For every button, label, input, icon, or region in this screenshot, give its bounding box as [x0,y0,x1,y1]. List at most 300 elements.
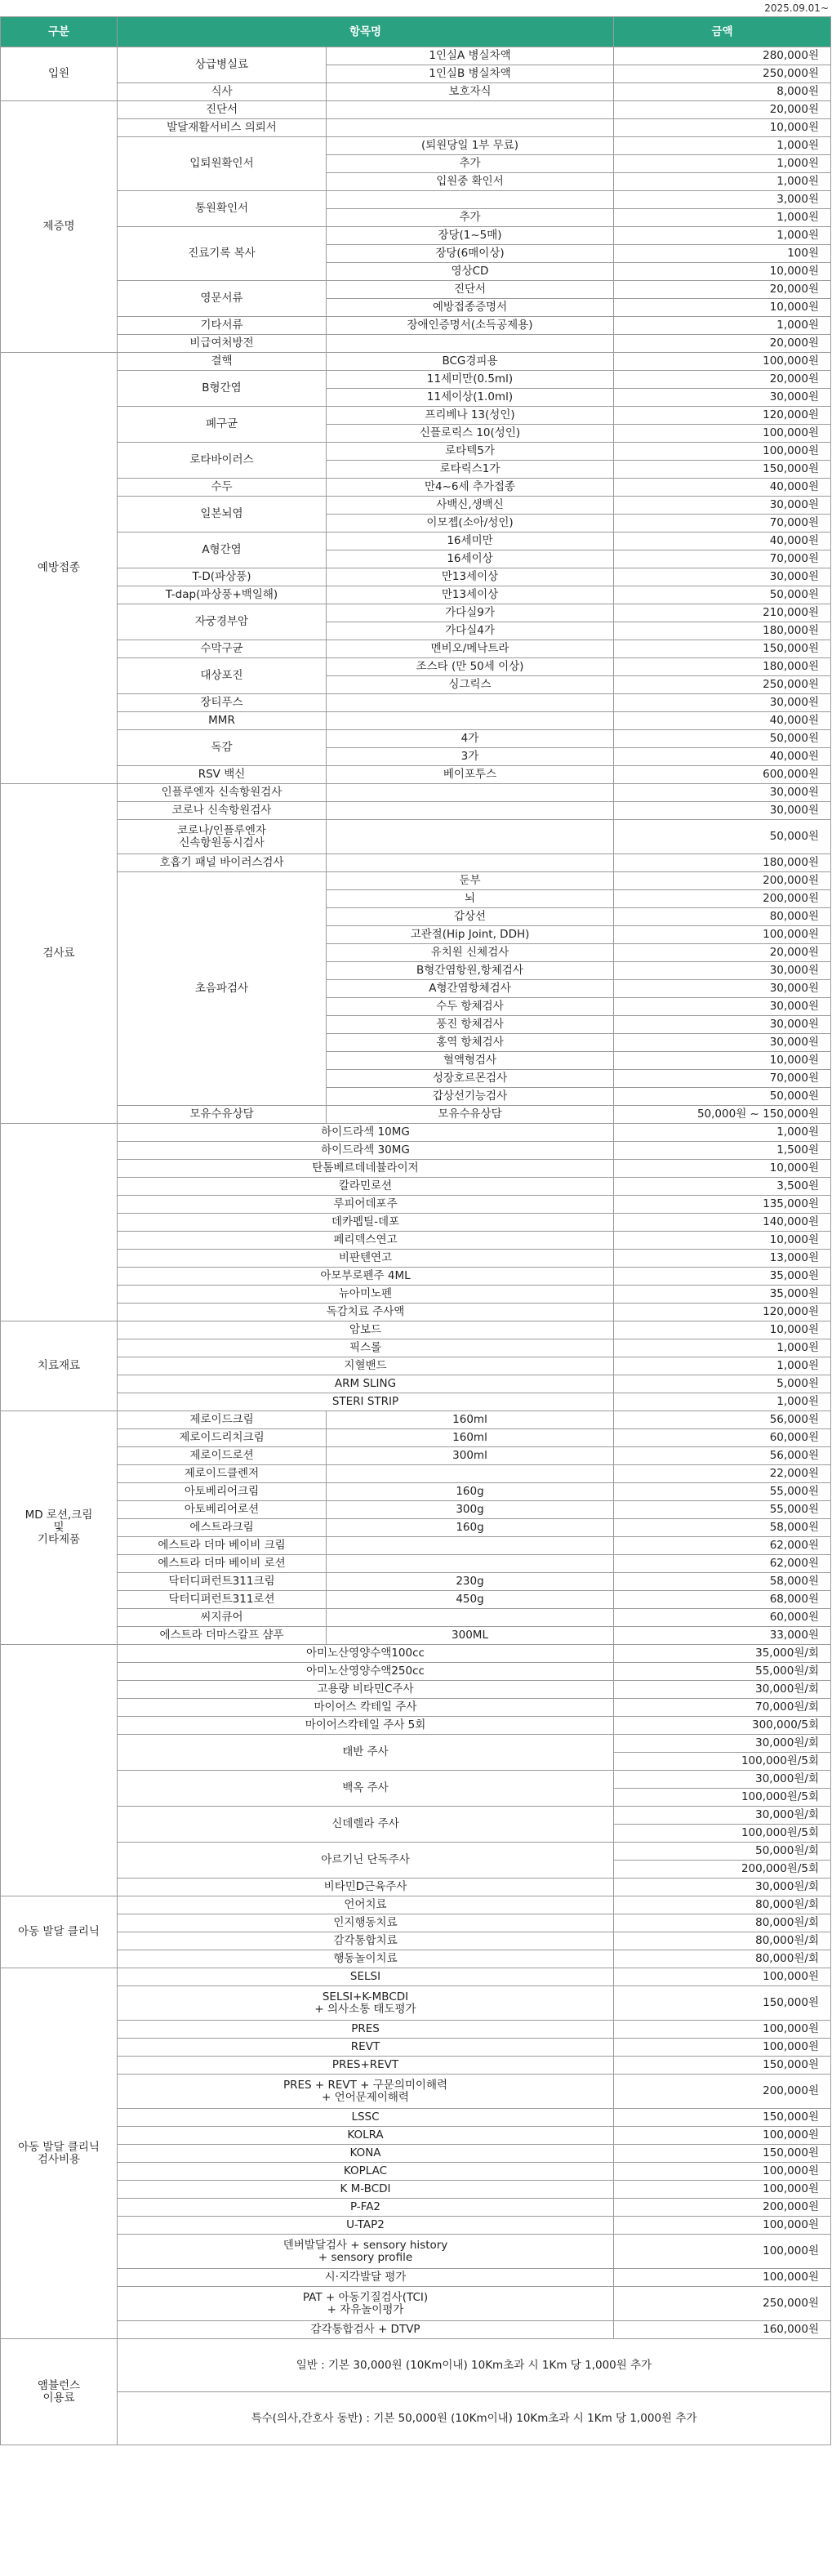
item-detail: 영상CD [327,263,614,281]
item-detail: 만13세이상 [327,568,614,586]
amount-cell: 70,000원/회 [614,1699,831,1717]
amount-cell: 180,000원 [614,622,831,640]
item-name: 제로이드클렌저 [118,1465,327,1483]
amount-cell: 50,000원 [614,730,831,748]
item-name: 영문서류 [118,281,327,317]
table-row [1,1501,831,1519]
amount-cell: 30,000원 [614,784,831,802]
item-detail: 입원중 확인서 [327,173,614,191]
table-row [1,1717,831,1735]
item-name: 입퇴원확인서 [118,137,327,191]
table-row [1,1573,831,1591]
amount-cell: 10,000원 [614,299,831,317]
amount-cell: 80,000원/회 [614,1896,831,1914]
item-name: 픽스롤 [118,1339,614,1357]
item-name: 진료기록 복사 [118,227,327,281]
amount-cell: 30,000원/회 [614,1807,831,1825]
item-name: PRES + REVT + 구문의미이해력 + 언어문제이해력 [118,2075,614,2109]
amount-cell: 20,000원 [614,944,831,962]
table-row [1,1106,831,1124]
item-name: 독감치료 주사액 [118,1304,614,1321]
table-row [1,1214,831,1232]
category-cell: 검사료 [1,784,118,1124]
amount-cell: 250,000원 [614,676,831,694]
item-detail [327,854,614,872]
item-detail: 가다실4가 [327,622,614,640]
amount-cell: 62,000원 [614,1537,831,1555]
item-name: 제로이드로션 [118,1447,327,1465]
amount-cell: 200,000원/5회 [614,1861,831,1879]
item-name: SELSI [118,1968,614,1986]
amount-cell: 30,000원 [614,980,831,998]
table-row [1,1339,831,1357]
item-detail: 풍진 항체검사 [327,1016,614,1034]
category-cell: 예방접종 [1,353,118,784]
table-row [1,2057,831,2075]
amount-cell: 1,000원 [614,209,831,227]
amount-cell: 22,000원 [614,1465,831,1483]
table-row [1,1879,831,1896]
item-detail: 11세이상(1.0ml) [327,389,614,407]
item-name: 초음파검사 [118,872,327,1106]
item-detail: 고관절(Hip Joint, DDH) [327,926,614,944]
effective-date: 2025.09.01~ [764,2,829,14]
table-row [1,191,831,209]
amount-cell: 600,000원 [614,766,831,784]
item-detail: 300g [327,1501,614,1519]
amount-cell: 1,500원 [614,1142,831,1160]
table-row [1,872,831,890]
amount-cell: 100,000원/5회 [614,1825,831,1843]
item-name: 뉴아미노펜 [118,1286,614,1304]
table-row [1,1250,831,1268]
item-name: 제로이드크림 [118,1411,327,1429]
amount-cell: 1,000원 [614,137,831,155]
amount-cell: 58,000원 [614,1573,831,1591]
item-detail: 이모젭(소아/성인) [327,515,614,533]
item-detail: A형간염항체검사 [327,980,614,998]
item-detail: 둔부 [327,872,614,890]
amount-cell: 70,000원 [614,550,831,568]
amount-cell: 30,000원/회 [614,1681,831,1699]
item-detail: 성장호르몬검사 [327,1070,614,1088]
table-row [1,1771,831,1789]
ambulance-fee-line: 특수(의사,간호사 동반) : 기본 50,000원 (10Km이내) 10Km초과 시 1Km 당 1,000원 추가 [118,2392,831,2445]
amount-cell: 80,000원 [614,908,831,926]
item-name: 백옥 주사 [118,1771,614,1807]
table-row [1,317,831,335]
item-name: 에스트라크림 [118,1519,327,1537]
table-row [1,2235,831,2269]
item-detail: 160ml [327,1411,614,1429]
item-name: 하이드라섹 30MG [118,1142,614,1160]
amount-cell: 30,000원 [614,389,831,407]
item-detail: 4가 [327,730,614,748]
category-cell: 치료재료 [1,1321,118,1411]
item-detail: 장당(6매이상) [327,245,614,263]
table-row [1,137,831,155]
table-row [1,371,831,389]
table-row [1,640,831,658]
header-amount: 금액 [614,17,831,47]
amount-cell: 33,000원 [614,1627,831,1645]
amount-cell: 50,000원 [614,820,831,854]
item-name: 마이어스칵테일 주사 5회 [118,1717,614,1735]
item-name: 아토베리어크림 [118,1483,327,1501]
amount-cell: 100,000원/5회 [614,1789,831,1807]
item-name: 칼라민로션 [118,1178,614,1196]
table-row [1,1268,831,1286]
amount-cell: 100,000원 [614,425,831,443]
amount-cell: 35,000원 [614,1268,831,1286]
amount-cell: 100원 [614,245,831,263]
table-row [1,2039,831,2057]
amount-cell: 150,000원 [614,2145,831,2163]
item-name: 독감 [118,730,327,766]
item-name: 아미노산영양수액250cc [118,1663,614,1681]
amount-cell: 10,000원 [614,263,831,281]
amount-cell: 150,000원 [614,2057,831,2075]
item-name: P-FA2 [118,2199,614,2217]
table-row [1,658,831,676]
item-name: 신데렐라 주사 [118,1807,614,1843]
item-name: 태반 주사 [118,1735,614,1771]
item-name: 발달재활서비스 의뢰서 [118,119,327,137]
amount-cell: 62,000원 [614,1555,831,1573]
table-row [1,694,831,712]
item-name: 통원확인서 [118,191,327,227]
table-row [1,1807,831,1825]
item-name: KOLRA [118,2127,614,2145]
item-name: 일본뇌염 [118,497,327,533]
item-name: MMR [118,712,327,730]
amount-cell: 150,000원 [614,2109,831,2127]
table-row [1,1447,831,1465]
table-row [1,1968,831,1986]
table-row [1,1555,831,1573]
item-detail [327,784,614,802]
item-detail: 로타릭스1가 [327,461,614,479]
table-row [1,1932,831,1950]
item-name: 식사 [118,83,327,101]
amount-cell: 20,000원 [614,281,831,299]
category-cell: 제증명 [1,101,118,353]
item-detail [327,820,614,854]
table-row [1,2339,831,2392]
table-row [1,1914,831,1932]
amount-cell: 1,000원 [614,173,831,191]
table-row [1,335,831,353]
item-detail: 160g [327,1483,614,1501]
table-row [1,1681,831,1699]
amount-cell: 1,000원 [614,1357,831,1375]
item-detail: 홍역 항체검사 [327,1034,614,1052]
amount-cell: 55,000원/회 [614,1663,831,1681]
category-cell: 앰뷸런스 이용료 [1,2339,118,2445]
item-detail: 300ML [327,1627,614,1645]
table-row [1,604,831,622]
table-row [1,1950,831,1968]
table-row [1,2287,831,2321]
amount-cell: 10,000원 [614,119,831,137]
item-name: ARM SLING [118,1375,614,1393]
item-detail: 진단서 [327,281,614,299]
item-name: 시·지각발달 평가 [118,2269,614,2287]
amount-cell: 35,000원/회 [614,1645,831,1663]
item-detail: B형간염항원,항체검사 [327,962,614,980]
item-name: 진단서 [118,101,327,119]
item-detail [327,1555,614,1573]
item-detail: 사백신,생백신 [327,497,614,515]
table-row [1,353,831,371]
item-name: 인플루엔자 신속항원검사 [118,784,327,802]
amount-cell: 10,000원 [614,1052,831,1070]
item-detail: 갑상선 [327,908,614,926]
amount-cell: 80,000원/회 [614,1914,831,1932]
table-row [1,2181,831,2199]
category-cell: MD 로션,크림 및 기타제품 [1,1411,118,1645]
table-row [1,1124,831,1142]
amount-cell: 20,000원 [614,335,831,353]
table-row [1,1735,831,1753]
item-detail: 1인실A 병실차액 [327,47,614,65]
table-row [1,497,831,515]
amount-cell: 120,000원 [614,407,831,425]
item-detail [327,101,614,119]
amount-cell: 1,000원 [614,1339,831,1357]
item-detail: 1인실B 병실차액 [327,65,614,83]
item-detail [327,1537,614,1555]
item-name: 에스트라 더마스칼프 샴푸 [118,1627,327,1645]
table-row [1,712,831,730]
item-detail [327,694,614,712]
amount-cell: 180,000원 [614,658,831,676]
amount-cell: 68,000원 [614,1591,831,1609]
item-detail: 베이포투스 [327,766,614,784]
amount-cell: 250,000원 [614,2287,831,2321]
amount-cell: 50,000원/회 [614,1843,831,1861]
table-row [1,1357,831,1375]
amount-cell: 70,000원 [614,1070,831,1088]
item-detail: 신플로릭스 10(성인) [327,425,614,443]
item-detail: 조스타 (만 50세 이상) [327,658,614,676]
table-row [1,766,831,784]
table-row [1,820,831,854]
amount-cell: 30,000원 [614,1016,831,1034]
table-row [1,407,831,425]
item-name: KONA [118,2145,614,2163]
table-row [1,2269,831,2287]
item-name: 루피어데포주 [118,1196,614,1214]
table-row [1,1645,831,1663]
table-row [1,730,831,748]
table-row [1,2321,831,2339]
table-row [1,1843,831,1861]
item-name: 감각통합치료 [118,1932,614,1950]
item-name: SELSI+K-MBCDI + 의사소통 태도평가 [118,1986,614,2021]
item-name: 아토베리어로션 [118,1501,327,1519]
item-name: 닥터디퍼런트311로션 [118,1591,327,1609]
table-row [1,1286,831,1304]
amount-cell: 55,000원 [614,1483,831,1501]
amount-cell: 100,000원 [614,2217,831,2235]
amount-cell: 40,000원 [614,533,831,550]
amount-cell: 30,000원 [614,998,831,1016]
amount-cell: 100,000원 [614,2235,831,2269]
item-detail: 만4~6세 추가접종 [327,479,614,497]
amount-cell: 1,000원 [614,227,831,245]
item-name: 장티푸스 [118,694,327,712]
amount-cell: 35,000원 [614,1286,831,1304]
amount-cell: 150,000원 [614,1986,831,2021]
item-name: PRES+REVT [118,2057,614,2075]
amount-cell: 100,000원 [614,2163,831,2181]
amount-cell: 30,000원/회 [614,1735,831,1753]
item-name: 페리덱스연고 [118,1232,614,1250]
category-cell: 아동 발달 클리닉 검사비용 [1,1968,118,2339]
item-name: 에스트라 더마 베이비 로션 [118,1555,327,1573]
item-name: 아모부로펜주 4ML [118,1268,614,1286]
amount-cell: 10,000원 [614,1321,831,1339]
amount-cell: 150,000원 [614,461,831,479]
item-name: 자궁경부암 [118,604,327,640]
table-row [1,1178,831,1196]
table-row [1,1232,831,1250]
amount-cell: 80,000원/회 [614,1932,831,1950]
table-row [1,101,831,119]
item-detail: 유치원 신체검사 [327,944,614,962]
table-row [1,1483,831,1501]
item-detail: 추가 [327,155,614,173]
fee-table-body [1,47,831,2445]
item-name: 하이드라섹 10MG [118,1124,614,1142]
table-row [1,1519,831,1537]
table-row [1,83,831,101]
amount-cell: 40,000원 [614,479,831,497]
item-name: 수두 [118,479,327,497]
amount-cell: 58,000원 [614,1519,831,1537]
amount-cell: 30,000원 [614,1034,831,1052]
item-name: 대상포진 [118,658,327,694]
item-name: B형간염 [118,371,327,407]
item-name: 행동놀이치료 [118,1950,614,1968]
item-detail [327,712,614,730]
item-name: 아르기닌 단독주사 [118,1843,614,1879]
category-cell: 아동 발달 클리닉 [1,1896,118,1968]
item-name: 닥터디퍼런트311크림 [118,1573,327,1591]
amount-cell: 3,000원 [614,191,831,209]
amount-cell: 100,000원 [614,2269,831,2287]
table-header-row [1,17,831,47]
item-detail [327,1609,614,1627]
item-name: 아미노산영양수액100cc [118,1645,614,1663]
table-row [1,2392,831,2445]
table-row [1,802,831,820]
item-name: STERI STRIP [118,1393,614,1411]
table-row [1,47,831,65]
ambulance-fee-line: 일반 : 기본 30,000원 (10Km이내) 10Km초과 시 1Km 당 1,000원 추가 [118,2339,831,2392]
amount-cell: 56,000원 [614,1447,831,1465]
amount-cell: 1,000원 [614,1124,831,1142]
item-name: 수막구균 [118,640,327,658]
amount-cell: 30,000원 [614,962,831,980]
table-row [1,1537,831,1555]
amount-cell: 56,000원 [614,1411,831,1429]
table-row [1,568,831,586]
item-detail: 추가 [327,209,614,227]
amount-cell: 150,000원 [614,640,831,658]
amount-cell: 135,000원 [614,1196,831,1214]
amount-cell: 140,000원 [614,1214,831,1232]
item-detail: (퇴원당일 1부 무료) [327,137,614,155]
amount-cell: 200,000원 [614,872,831,890]
item-name: 지혈밴드 [118,1357,614,1375]
item-detail: 보호자식 [327,83,614,101]
item-name: T-dap(파상풍+백일해) [118,586,327,604]
amount-cell: 1,000원 [614,1393,831,1411]
category-cell [1,1645,118,1896]
table-row [1,784,831,802]
item-name: 호흡기 패널 바이러스검사 [118,854,327,872]
amount-cell: 50,000원 [614,1088,831,1106]
item-detail: 11세미만(0.5ml) [327,371,614,389]
table-row [1,1896,831,1914]
amount-cell: 180,000원 [614,854,831,872]
amount-cell: 40,000원 [614,748,831,766]
amount-cell: 100,000원 [614,2039,831,2057]
amount-cell: 1,000원 [614,155,831,173]
item-detail: 모유수유상담 [327,1106,614,1124]
item-name: 씨지큐어 [118,1609,327,1627]
item-detail [327,335,614,353]
table-row [1,1393,831,1411]
item-detail: 로타텍5가 [327,443,614,461]
table-row [1,1142,831,1160]
amount-cell: 13,000원 [614,1250,831,1268]
amount-cell: 1,000원 [614,317,831,335]
table-row [1,281,831,299]
item-detail: 뇌 [327,890,614,908]
item-name: 덴버발달검사 + sensory history + sensory profile [118,2235,614,2269]
item-name: 제로이드리치크림 [118,1429,327,1447]
table-row [1,1986,831,2021]
item-detail [327,191,614,209]
item-detail: 160ml [327,1429,614,1447]
amount-cell: 100,000원 [614,2127,831,2145]
amount-cell: 210,000원 [614,604,831,622]
item-name: 코로나 신속항원검사 [118,802,327,820]
table-row [1,1160,831,1178]
amount-cell: 300,000/5회 [614,1717,831,1735]
item-detail: 230g [327,1573,614,1591]
amount-cell: 100,000원 [614,1968,831,1986]
table-row [1,1591,831,1609]
item-detail: 갑상선기능검사 [327,1088,614,1106]
amount-cell: 40,000원 [614,712,831,730]
table-row [1,533,831,550]
item-name: 데카펩틸-데포 [118,1214,614,1232]
amount-cell: 30,000원 [614,568,831,586]
item-name: 코로나/인플루엔자 신속항원동시검사 [118,820,327,854]
item-name: 마이어스 칵테일 주사 [118,1699,614,1717]
item-name: KOPLAC [118,2163,614,2181]
table-row [1,2145,831,2163]
table-row [1,1627,831,1645]
table-row [1,1375,831,1393]
table-row [1,1609,831,1627]
amount-cell: 10,000원 [614,1232,831,1250]
amount-cell: 50,000원 ~ 150,000원 [614,1106,831,1124]
